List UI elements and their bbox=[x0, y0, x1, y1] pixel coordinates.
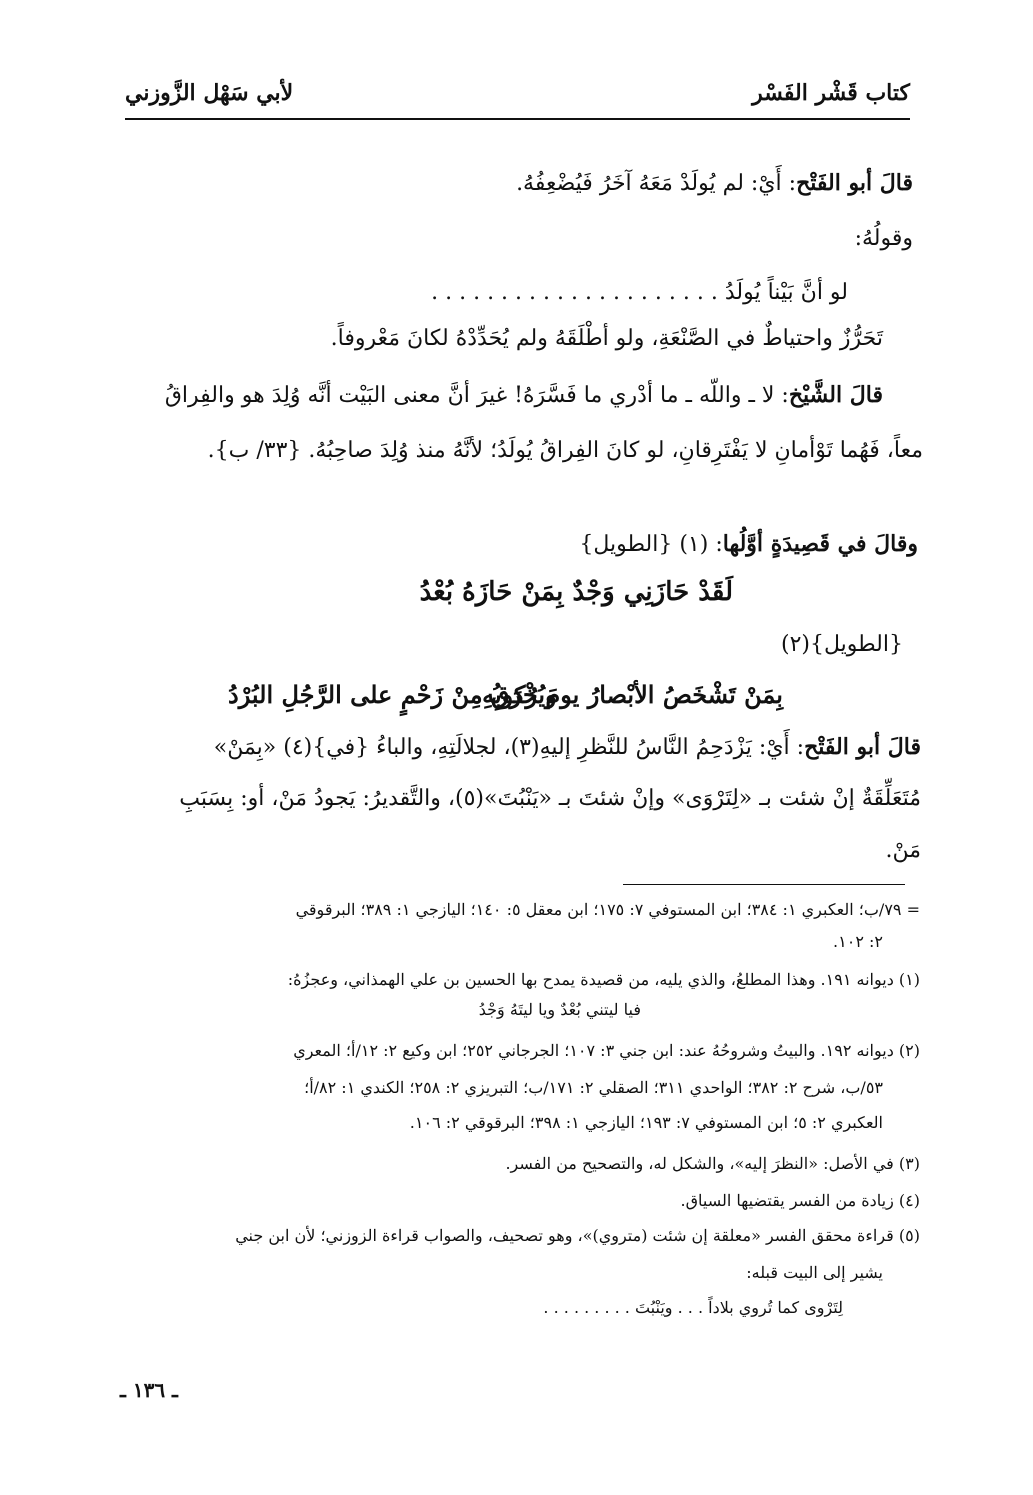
body-line-10: مُتَعَلِّقَةٌ إنْ شئت بـ «لِتَرْوَى» وإنْ شئتَ بـ «يَنْبُتَ»(٥)، والتَّقديرُ: يَجودُ مَنْ، أو: بِسَبَبِ bbox=[179, 786, 921, 811]
body-line-9 bbox=[214, 734, 921, 760]
line-text: : أَيْ: لم يُولَدْ مَعَهُ آخَرُ فَيُضْعِفُهُ. bbox=[516, 171, 797, 196]
footnote-1-verse: فيا ليتني بُعْدٌ ويا ليتَهُ وَجْدُ bbox=[478, 1000, 641, 1019]
line-text: : أَيْ: يَزْدَحِمُ النَّاسُ للنَّظرِ إليهِ(٣)، لجلالَتِهِ، والباءُ {في}(٤) «بِمَنْ» bbox=[213, 735, 805, 760]
body-line-7 bbox=[579, 531, 918, 557]
speaker-label: قالَ أبو الفَتْح bbox=[804, 734, 921, 760]
body-line-2: وقولُهُ: bbox=[854, 226, 913, 251]
footnote-5-verse: لِتَرْوى كما تُروي بلاداً . . . ويَنْبُتَ . . . . . . . . . bbox=[543, 1298, 843, 1317]
page-number: ـ ١٣٦ ـ bbox=[120, 1378, 178, 1402]
footnote-5: (٥) قراءة محقق الفسر «معلقة إن شئت (متروي)»، وهو تصحيف، والصواب قراءة الزوزني؛ لأن ابن جني bbox=[235, 1226, 920, 1245]
running-header bbox=[125, 80, 910, 114]
line-text: : (١) {الطويل} bbox=[579, 532, 723, 557]
header-rule bbox=[125, 118, 910, 120]
speaker-label: وقالَ في قَصِيدَةٍ أوَّلُها bbox=[722, 531, 918, 557]
footnote-3: (٣) في الأصل: «النظرَ إليه»، والشكل له، والتصحيح من الفسر. bbox=[505, 1154, 920, 1173]
footnote-2: (٢) ديوانه ١٩٢. والبيتُ وشروحُهُ عند: ابن جني ٣: ١٠٧؛ الجرجاني ٢٥٢؛ ابن وكيع ٢: ١٢/أ؛ المعري bbox=[293, 1041, 920, 1060]
footnote-rule bbox=[623, 884, 905, 885]
line-text: : لا ـ واللّه ـ ما أدْري ما فَسَّرَهُ! غيرَ أنَّ معنى البَيْت أنَّه وُلِدَ هو والفِراقُ bbox=[164, 383, 789, 408]
verse-fragment: لو أنَّ بَيْناً يُولَدُ . . . . . . . . . . . . . . . . . . . . . bbox=[431, 280, 848, 305]
footnote-2-line-3: العكبري ٢: ٥؛ ابن المستوفي ٧: ١٩٣؛ اليازجي ١: ٣٩٨؛ البرقوقي ٢: ١٠٦. bbox=[409, 1113, 883, 1132]
speaker-label: قالَ أبو الفَتْح bbox=[796, 170, 913, 196]
body-line-11: مَنْ. bbox=[885, 838, 921, 863]
verse-2-hemistich-2: ويُخْرَقُ مِنْ زَحْمٍ على الرَّجُلِ البُرْدُ bbox=[228, 680, 557, 709]
header-book-title: كتاب قَشْر الفَسْر bbox=[752, 80, 910, 106]
body-line-1 bbox=[516, 170, 913, 196]
footnote-5-line-2: يشير إلى البيت قبله: bbox=[746, 1263, 883, 1282]
footnote-2-line-2: ٥٣/ب، شرح ٢: ٣٨٢؛ الواحدي ٣١١؛ الصقلي ٢: ١٧١/ب؛ التبريزي ٢: ٢٥٨؛ الكندي ١: ٨٢/أ؛ bbox=[304, 1078, 883, 1097]
speaker-label: قالَ الشَّيْخ bbox=[788, 382, 883, 408]
body-line-6: معاً، فَهُما تَوْأمانِ لا يَفْتَرِقانِ، لو كانَ الفِراقُ يُولَدُ؛ لأنَّهُ منذ وُلِدَ صاحِبُهُ. {٣٣/ ب}. bbox=[207, 438, 923, 463]
body-line-4: تَحَرُّزٌ واحتياطٌ في الصَّنْعَةِ، ولو أطْلَقَهُ ولم يُحَدِّدْهُ لكانَ مَعْروفاً. bbox=[330, 326, 883, 351]
footnote-continuation: = ٧٩/ب؛ العكبري ١: ٣٨٤؛ ابن المستوفي ٧: ١٧٥؛ ابن معقل ٥: ١٤٠؛ اليازجي ١: ٣٨٩؛ البرقوقي bbox=[295, 900, 920, 919]
verse-2-hemistich-1: بِمَنْ تَشْخَصُ الأبْصارُ يومَ رُكوبِهِ bbox=[482, 680, 783, 709]
meter-label: {الطويل}(٢) bbox=[780, 632, 903, 657]
footnote-continuation-end: ٢: ١٠٢. bbox=[833, 932, 883, 951]
header-author: لأبي سَهْل الزَّوزني bbox=[125, 80, 294, 106]
verse-line-1: لَقَدْ حَازَنِي وَجْدٌ بِمَنْ حَازَهُ بُعْدُ bbox=[419, 577, 733, 607]
body-line-5 bbox=[165, 382, 883, 408]
footnote-1: (١) ديوانه ١٩١. وهذا المطلعُ، والذي يليه، من قصيدة يمدح بها الحسين بن علي الهمذاني، وعجزُهُ: bbox=[287, 970, 920, 989]
footnote-4: (٤) زيادة من الفسر يقتضيها السياق. bbox=[680, 1191, 920, 1210]
